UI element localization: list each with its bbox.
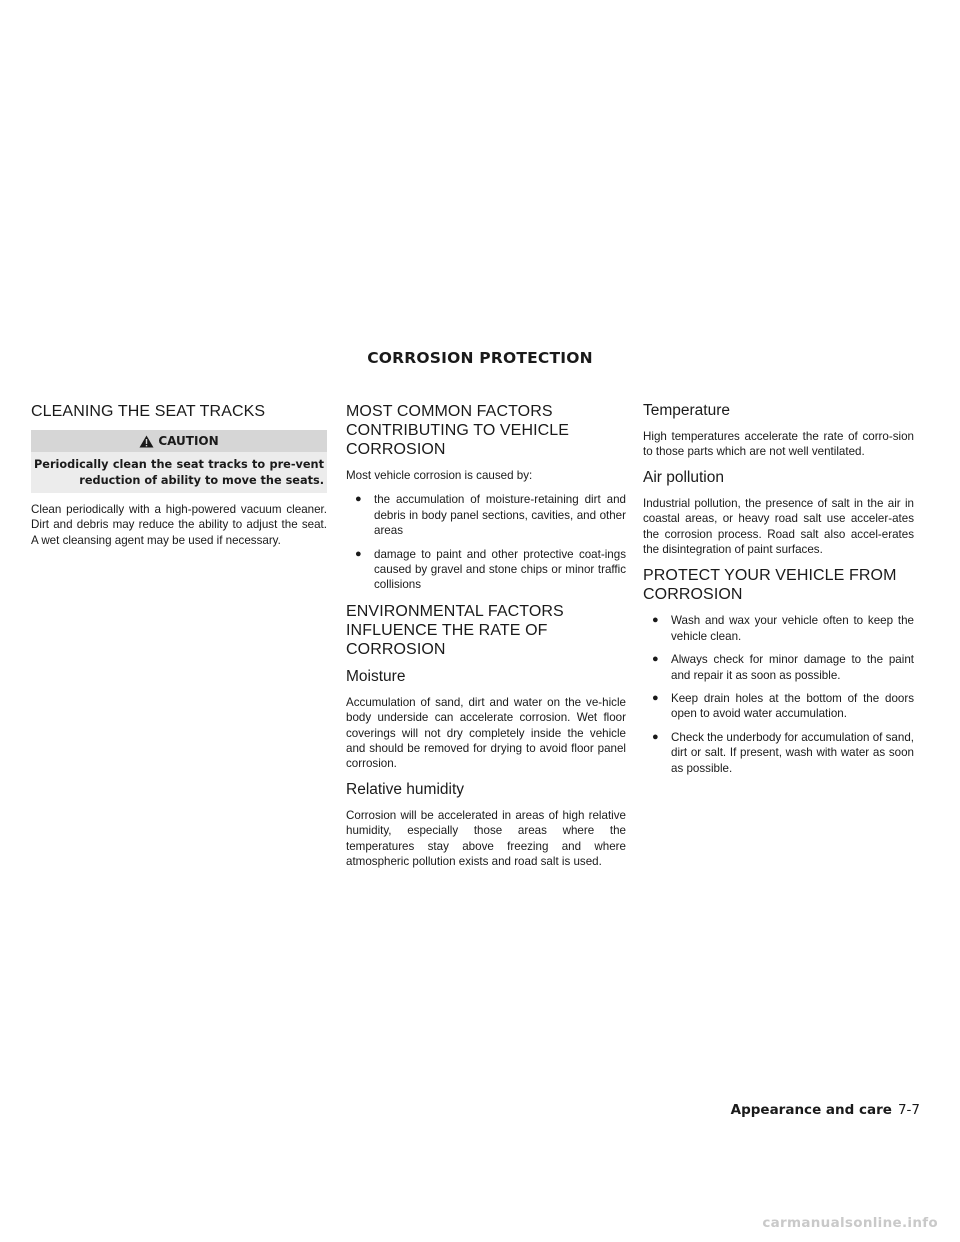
column-3	[643, 402, 914, 785]
section-header: CORROSION PROTECTION	[367, 349, 593, 367]
heading-common-factors: MOST COMMON FACTORS CONTRIBUTING TO VEHICLE CORROSION	[346, 403, 570, 458]
heading-air-pollution: Air pollution	[643, 468, 724, 486]
warning-triangle-icon	[139, 435, 154, 448]
bullet-icon: ●	[355, 547, 362, 560]
list-item	[643, 652, 914, 683]
heading-environmental-factors: ENVIRONMENTAL FACTORS INFLUENCE THE RATE OF CORROSION	[346, 602, 564, 658]
page-number: 7-7	[897, 1102, 920, 1118]
caution-header	[31, 430, 327, 452]
heading-relative-humidity: Relative humidity	[346, 780, 465, 798]
watermark: carmanualsonline.info	[762, 1215, 938, 1231]
paragraph-moisture: Accumulation of sand, dirt and water on the ve-hicle body underside can accelerate corrosion. Wet floor coverings will not dry completely inside the vehicle and should be removed for drying to avoid floor panel corrosion.	[346, 695, 626, 771]
page-footer	[731, 1102, 920, 1118]
heading-cleaning-seat-tracks: CLEANING THE SEAT TRACKS	[31, 403, 266, 420]
heading-temperature: Temperature	[643, 402, 731, 419]
caution-box	[31, 430, 327, 493]
paragraph-intro: Most vehicle corrosion is caused by:	[346, 469, 533, 482]
list-item-text: damage to paint and other protective coat-ings caused by gravel and stone chips or minor traffic collisions	[374, 547, 626, 592]
list-item-text: Check the underbody for accumulation of sand, dirt or salt. If present, wash with water as soon as possible.	[671, 730, 914, 775]
list-item	[643, 613, 914, 644]
paragraph-temperature: High temperatures accelerate the rate of corro-sion to those parts which are not well ventilated.	[643, 430, 914, 459]
caution-text: Periodically clean the seat tracks to pre-vent reduction of ability to move the seats.	[31, 452, 327, 493]
heading-moisture: Moisture	[346, 667, 406, 685]
bullet-icon: ●	[652, 730, 659, 743]
list-item	[346, 547, 626, 593]
list-item-text: Wash and wax your vehicle often to keep the vehicle clean.	[671, 614, 914, 643]
list-item-text: Keep drain holes at the bottom of the doors open to avoid water accumulation.	[671, 692, 914, 721]
paragraph-relative-humidity: Corrosion will be accelerated in areas of high relative humidity, especially those areas where the temperatures stay above freezing and where atmospheric pollution exists and road salt is used.	[346, 808, 626, 869]
column-2	[346, 402, 626, 879]
bullet-icon: ●	[652, 653, 659, 666]
bullet-list-protection	[643, 613, 914, 776]
footer-chapter-title: Appearance and care	[730, 1102, 892, 1118]
bullet-icon: ●	[652, 614, 659, 627]
bullet-icon: ●	[355, 493, 362, 506]
list-item-text: the accumulation of moisture-retaining dirt and debris in body panel sections, cavities, and other areas	[374, 493, 626, 538]
caution-label: CAUTION	[158, 434, 219, 448]
bullet-list-causes	[346, 492, 626, 592]
list-item-text: Always check for minor damage to the paint and repair it as soon as possible.	[671, 653, 914, 682]
heading-protect-vehicle: PROTECT YOUR VEHICLE FROM CORROSION	[643, 567, 897, 604]
bullet-icon: ●	[652, 692, 659, 705]
paragraph-air-pollution: Industrial pollution, the presence of salt in the air in coastal areas, or heavy road salt use acceler-ates the corrosion process. Road salt also accel-erates the disintegration of paint surfaces.	[643, 496, 914, 557]
column-1	[31, 402, 327, 557]
list-item	[643, 730, 914, 776]
paragraph-seat-tracks: Clean periodically with a high-powered vacuum cleaner. Dirt and debris may reduce the ability to adjust the seat. A wet cleansing agent may be used if necessary.	[31, 503, 327, 547]
list-item	[643, 691, 914, 722]
list-item	[346, 492, 626, 538]
